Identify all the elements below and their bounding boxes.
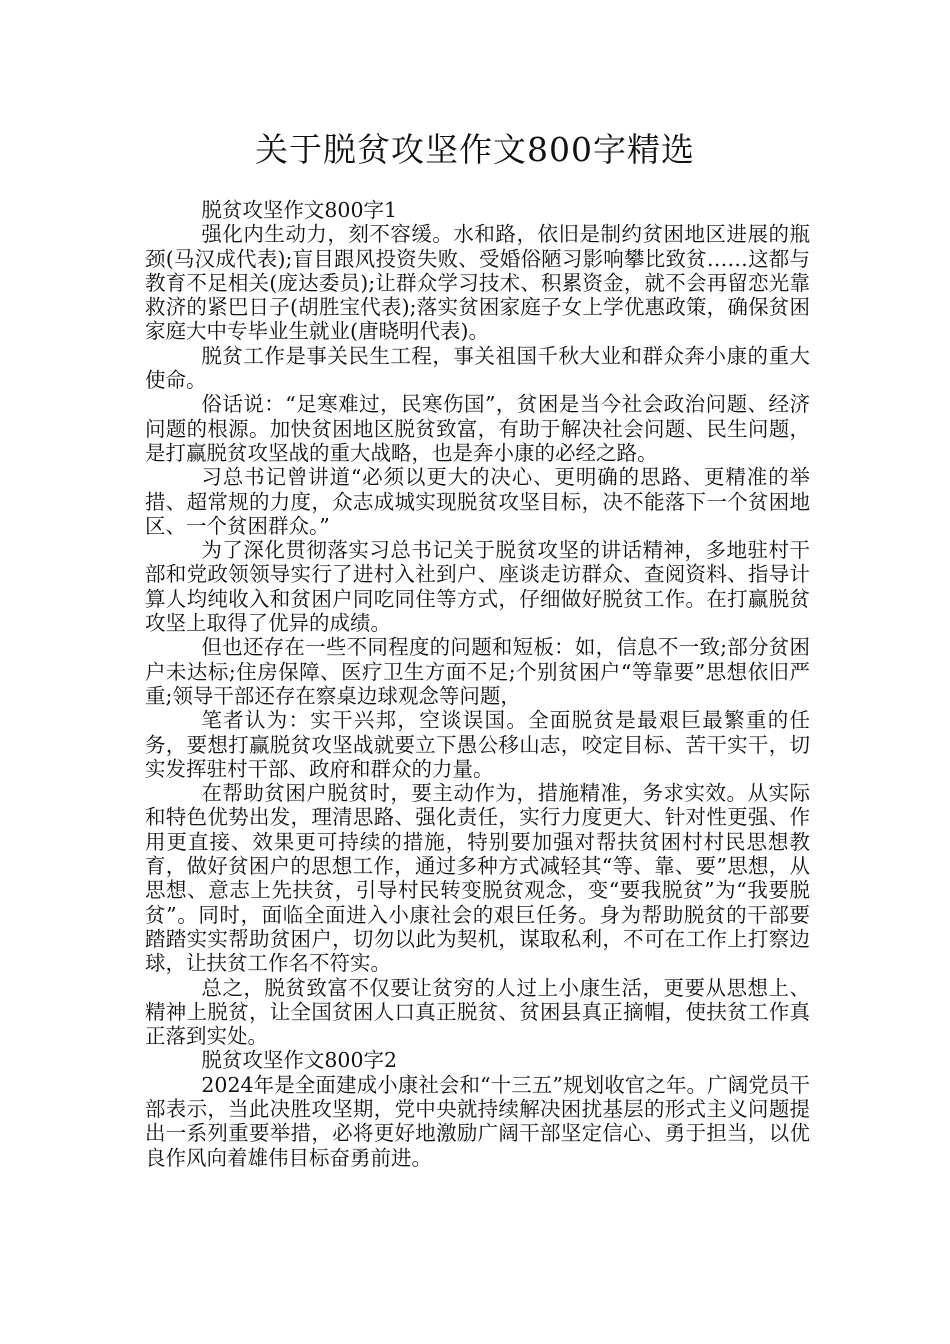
paragraph: 笔者认为：实干兴邦，空谈误国。全面脱贫是最艰巨最繁重的任务，要想打赢脱贫攻坚战就要立下愚公移山志，咬定目标、苦干实干，切实发挥驻村干部、政府和群众的力量。 [145,708,810,781]
section-heading: 脱贫攻坚作文800字2 [201,1048,398,1073]
document-body [145,198,810,1170]
paragraph: 强化内生动力，刻不容缓。水和路，依旧是制约贫困地区进展的瓶颈(马汉成代表);盲目跟风投资失败、受婚俗陋习影响攀比致贫……这都与教育不足相关(庞达委员);让群众学习技术、积累资金，就不会再留恋光靠救济的紧巴日子(胡胜宝代表);落实贫困家庭子女上学优惠政策，确保贫困家庭大中专毕业生就业(唐晓明代表)。 [145,222,810,344]
paragraph: 总之，脱贫致富不仅要让贫穷的人过上小康生活，更要从思想上、精神上脱贫，让全国贫困人口真正脱贫、贫困县真正摘帽，使扶贫工作真正落到实处。 [145,975,810,1049]
paragraph: 但也还存在一些不同程度的问题和短板：如，信息不一致;部分贫困户未达标;住房保障、医疗卫生方面不足;个别贫困户“等靠要”思想依旧严重;领导干部还存在察桌边球观念等问题， [145,635,810,708]
section-heading: 脱贫攻坚作文800字1 [201,198,398,222]
paragraph: 为了深化贯彻落实习总书记关于脱贫攻坚的讲话精神，多地驻村干部和党政领领导实行了进村入社到户、座谈走访群众、查阅资料、指导计算人均纯收入和贫困户同吃同住等方式，仔细做好脱贫工作。在打赢脱贫攻坚上取得了优异的成绩。 [145,538,810,636]
paragraph: 脱贫工作是事关民生工程，事关祖国千秋大业和群众奔小康的重大使命。 [145,343,810,393]
paragraph: 在帮助贫困户脱贫时，要主动作为，措施精准，务求实效。从实际和特色优势出发，理清思路、强化责任，实行力度更大、针对性更强、作用更直接、效果更可持续的措施，特别要加强对帮扶贫困村村民思想教育，做好贫困户的思想工作，通过多种方式减轻其“等、靠、要”思想，从思想、意志上先扶贫，引导村民转变脱贫观念，变“要我脱贫”为“我要脱贫”。同时，面临全面进入小康社会的艰巨任务。身为帮助脱贫的干部要踏踏实实帮助贫困户，切勿以此为契机，谋取私利，不可在工作上打察边球，让扶贫工作名不符实。 [145,781,810,976]
paragraph: 俗话说：“足寒难过，民寒伤国”，贫困是当今社会政治问题、经济问题的根源。加快贫困地区脱贫致富，有助于解决社会问题、民生问题，是打赢脱贫攻坚战的重大战略，也是奔小康的必经之路。 [145,392,810,465]
paragraph: 2024年是全面建成小康社会和“十三五”规划收官之年。广阔党员干部表示，当此决胜攻坚期，党中央就持续解决困扰基层的形式主义问题提出一系列重要举措，必将更好地激励广阔干部坚定信心、勇于担当，以优良作风向着雄伟目标奋勇前进。 [145,1072,810,1170]
document-title: 关于脱贫攻坚作文800字精选 [255,130,695,169]
paragraph: 习总书记曾讲道“必须以更大的决心、更明确的思路、更精准的举措、超常规的力度，众志成城实现脱贫攻坚目标，决不能落下一个贫困地区、一个贫困群众。” [145,465,810,538]
